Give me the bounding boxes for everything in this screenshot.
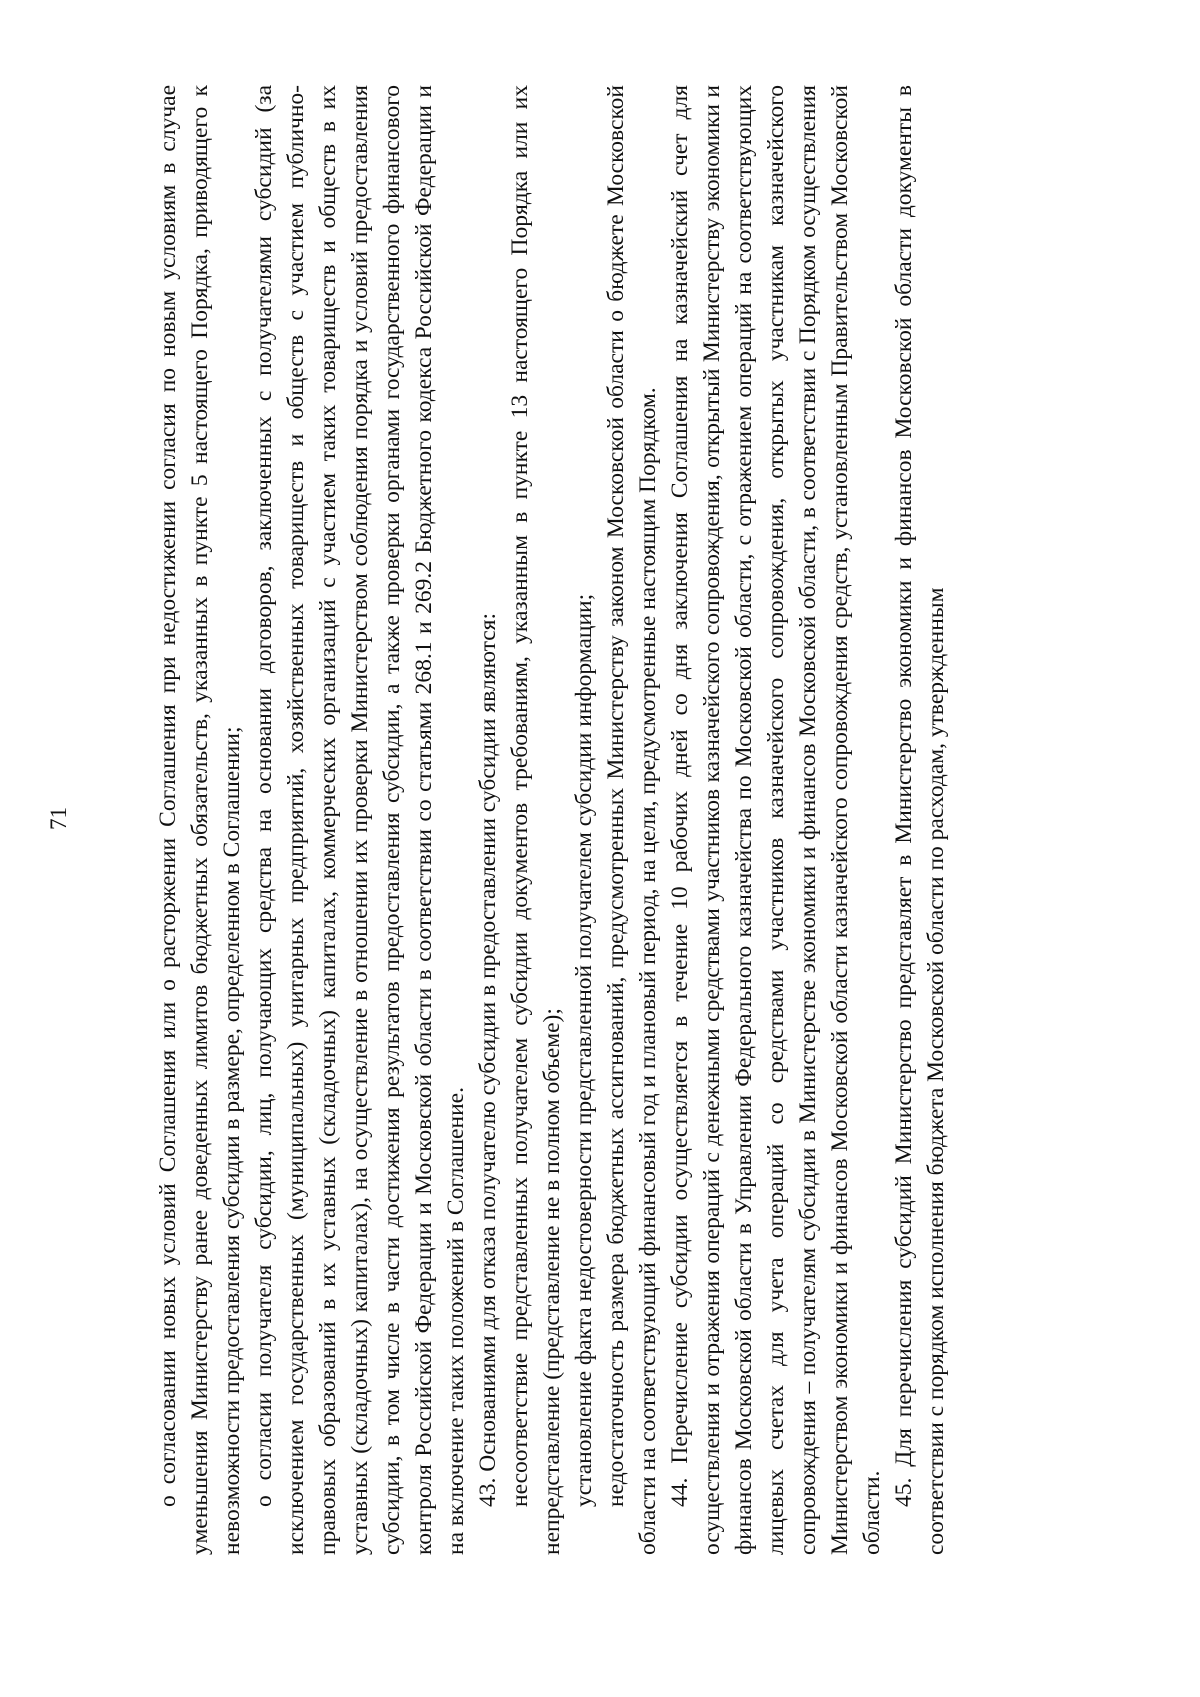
paragraph: установление факта недостоверности представленной получателем субсидии информации;	[571, 593, 597, 1507]
page-number: 71	[46, 807, 71, 830]
paragraph: о согласовании новых условий Соглашения или о расторжении Соглашения при недостижении согласия по новым условиям в случае уменьшения Министерству ранее доведенных лимитов бюджетных обязательств, указанных в пункте 5 настоящего Порядка, приводящего к невозможности предоставления субсидии в размере, определенном в Соглашении;	[155, 85, 245, 1555]
paragraph: 43. Основаниями для отказа получателю субсидии в предоставлении субсидии являются:	[475, 612, 501, 1507]
paragraph: 45. Для перечисления субсидий Министерство представляет в Министерство экономики и финансов Московской области документы в соответствии с порядком исполнения бюджета Московской области по расходам, утвержденным	[891, 85, 949, 1555]
paragraph: 44. Перечисление субсидии осуществляется в течение 10 рабочих дней со дня заключения Соглашения на казначейский счет для осуществления и отражения операций с денежными средствами участников казначейского сопровождения, открытый Министерству экономики и финансов Московской области в Управлении Федерального казначейства по Московской области, с отражением операций на соответствующих лицевых счетах для учета операций со средствами участников казначейского сопровождения, открытых участникам казначейского сопровождения – получателям субсидии в Министерстве экономики и финансов Московской области, в соответствии с Порядком осуществления Министерством экономики и финансов Московской области казначейского сопровождения средств, установленным Правительством Московской области.	[667, 85, 885, 1555]
paragraph: недостаточность размера бюджетных ассигнований, предусмотренных Министерству законом Московской области о бюджете Московской области на соответствующий финансовый год и плановый период, на цели, предусмотренные настоящим Порядком.	[603, 85, 661, 1555]
paragraph: несоответствие представленных получателем субсидии документов требованиям, указанным в пункте 13 настоящего Порядка или их непредставление (представление не в полном объеме);	[507, 85, 565, 1555]
paragraph: о согласии получателя субсидии, лиц, получающих средства на основании договоров, заключенных с получателями субсидий (за исключением государственных (муниципальных) унитарных предприятий, хозяйственных товариществ и обществ с участием публично-правовых образований в их уставных (складочных) капиталах, коммерческих организаций с участием таких товариществ и обществ в их уставных (складочных) капиталах), на осуществление в отношении их проверки Министерством соблюдения порядка и условий предоставления субсидии, в том числе в части достижения результатов предоставления субсидии, а также проверки органами государственного финансового контроля Российской Федерации и Московской области в соответствии со статьями 268.1 и 269.2 Бюджетного кодекса Российской Федерации и на включение таких положений в Соглашение.	[251, 85, 469, 1555]
document-body	[152, 85, 952, 1555]
